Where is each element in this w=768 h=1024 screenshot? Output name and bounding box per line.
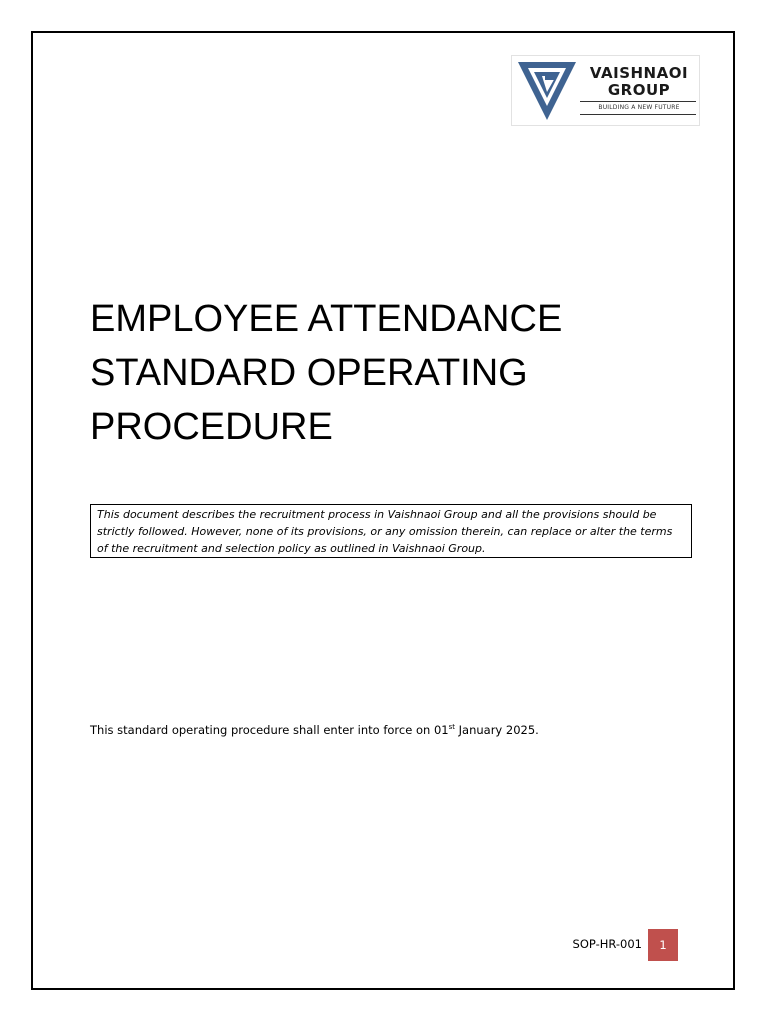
disclaimer-box: This document describes the recruitment process in Vaishnaoi Group and all the provisions should be strictly followed. However, none of its provisions, or any omission therein, can replace or alter the terms of the recruitment and selection policy as outlined in Vaishnaoi Group.: [90, 504, 692, 558]
vaishnaoi-emblem-icon: [516, 60, 578, 122]
logo-rule-top: [580, 101, 696, 102]
company-logo: [511, 55, 700, 126]
logo-tagline: BUILDING A NEW FUTURE: [598, 104, 680, 111]
logo-rule-bottom: [580, 114, 696, 115]
document-code: SOP-HR-001: [572, 937, 642, 951]
logo-name: VAISHNAOI: [589, 64, 689, 82]
page-number-badge: 1: [648, 929, 678, 961]
enforcement-text: This standard operating procedure shall enter into force on 01: [90, 723, 449, 737]
enforcement-statement: [90, 722, 539, 738]
title-line-2: STANDARD OPERATING: [90, 352, 528, 394]
enforcement-ordinal: st: [448, 723, 455, 732]
title-line-3: PROCEDURE: [90, 406, 333, 448]
document-title: [90, 292, 710, 454]
enforcement-date-rest: January 2025.: [454, 723, 539, 737]
title-line-1: EMPLOYEE ATTENDANCE: [90, 298, 563, 340]
logo-group: GROUP: [607, 81, 671, 99]
